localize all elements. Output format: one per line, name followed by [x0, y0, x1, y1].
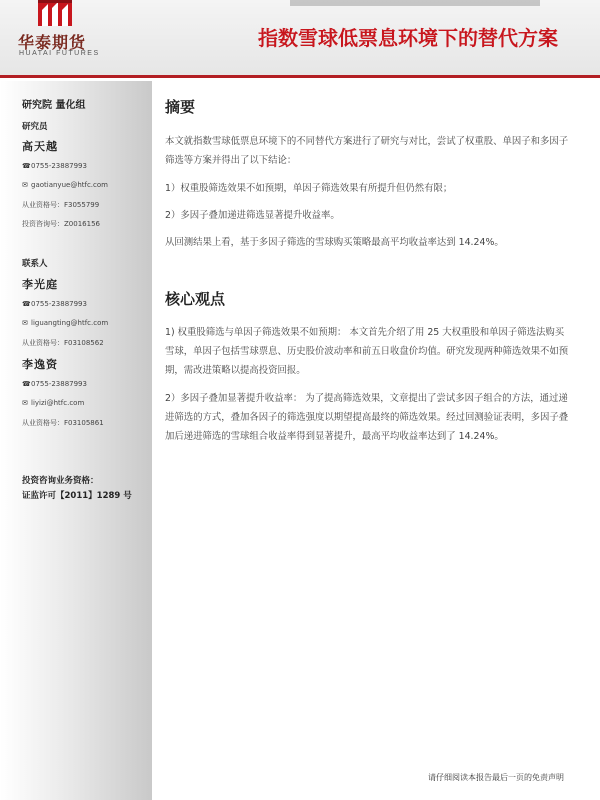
contact-name: 李光庭 — [22, 278, 58, 291]
abstract-heading: 摘要 — [165, 98, 196, 116]
qualification-value: 证监许可【2011】1289 号 — [22, 491, 132, 501]
logo-english-name: HUATAI FUTURES — [19, 50, 100, 57]
contact-email[interactable] — [22, 399, 84, 407]
researcher-email[interactable] — [22, 181, 108, 189]
core-heading: 核心观点 — [165, 290, 226, 308]
document-title: 指数雪球低票息环境下的替代方案 — [258, 26, 558, 50]
department-label: 研究院 量化组 — [22, 100, 86, 111]
contact-cert: 从业资格号：F03108562 — [22, 339, 104, 347]
abstract-conclusion: 从回测结果上看，基于多因子筛选的雪球购买策略最高平均收益率达到 14.24%。 — [165, 237, 504, 248]
contact-phone — [22, 300, 87, 308]
envelope-icon: ✉ — [22, 319, 28, 327]
researcher-cert: 从业资格号：F3055799 — [22, 201, 100, 209]
researchers-label: 研究员 — [22, 122, 48, 132]
report-header — [0, 0, 600, 78]
phone-number: 0755-23887993 — [31, 380, 87, 388]
researcher-phone — [22, 162, 87, 170]
researcher-name: 高天越 — [22, 140, 58, 153]
email-address[interactable]: liguangting@htfc.com — [31, 319, 109, 327]
contacts-label: 联系人 — [22, 259, 48, 269]
qualification-label: 投资咨询业务资格： — [22, 476, 99, 486]
header-top-bar — [290, 0, 540, 6]
phone-number: 0755-23887993 — [31, 162, 87, 170]
envelope-icon: ✉ — [22, 399, 28, 407]
researcher-invest-cert: 投资咨询号：Z0016156 — [22, 220, 100, 228]
contact-name: 李逸资 — [22, 358, 58, 371]
disclaimer-note: 请仔细阅读本报告最后一页的免责声明 — [428, 773, 564, 782]
contact-phone — [22, 380, 87, 388]
phone-icon: ☎ — [22, 162, 31, 170]
phone-icon: ☎ — [22, 380, 31, 388]
envelope-icon: ✉ — [22, 181, 28, 189]
abstract-intro: 本文就指数雪球低票息环境下的不同替代方案进行了研究与对比，尝试了权重股、单因子和多因子筛选等方案并得出了以下结论： — [165, 136, 569, 166]
author-sidebar — [0, 81, 152, 800]
phone-number: 0755-23887993 — [31, 300, 87, 308]
email-address[interactable]: liyizi@htfc.com — [31, 399, 85, 407]
company-logo — [18, 0, 108, 70]
core-point-2: 2）多因子叠加显著提升收益率： 为了提高筛选效果，文章提出了尝试多因子组合的方法，通过递进筛选的方式，叠加各因子的筛选强度以期望提高最终的筛选效果。经过回测验证表明，多因子叠加后递进筛选的雪球组合收益率得到显著提升，最高平均收益率达到了 14.24%。 — [165, 393, 569, 442]
core-point-1: 1) 权重股筛选与单因子筛选效果不如预期： 本文首先介绍了用 25 大权重股和单因子筛选法购买雪球，单因子包括雪球票息、历史股价波动率和前五日收盘价均值。研究发现两种筛选效果不如预期，需改进策略以提高投资回报。 — [165, 327, 569, 376]
contact-email[interactable] — [22, 319, 108, 327]
logo-chinese-name: 华泰期货 — [18, 33, 87, 52]
phone-icon: ☎ — [22, 300, 31, 308]
abstract-point-1: 1）权重股筛选效果不如预期，单因子筛选效果有所提升但仍然有限； — [165, 183, 453, 194]
contact-cert: 从业资格号：F03105861 — [22, 419, 104, 427]
huatai-logo-icon — [38, 0, 72, 26]
abstract-point-2: 2）多因子叠加递进筛选显著提升收益率。 — [165, 210, 340, 221]
email-address[interactable]: gaotianyue@htfc.com — [31, 181, 108, 189]
